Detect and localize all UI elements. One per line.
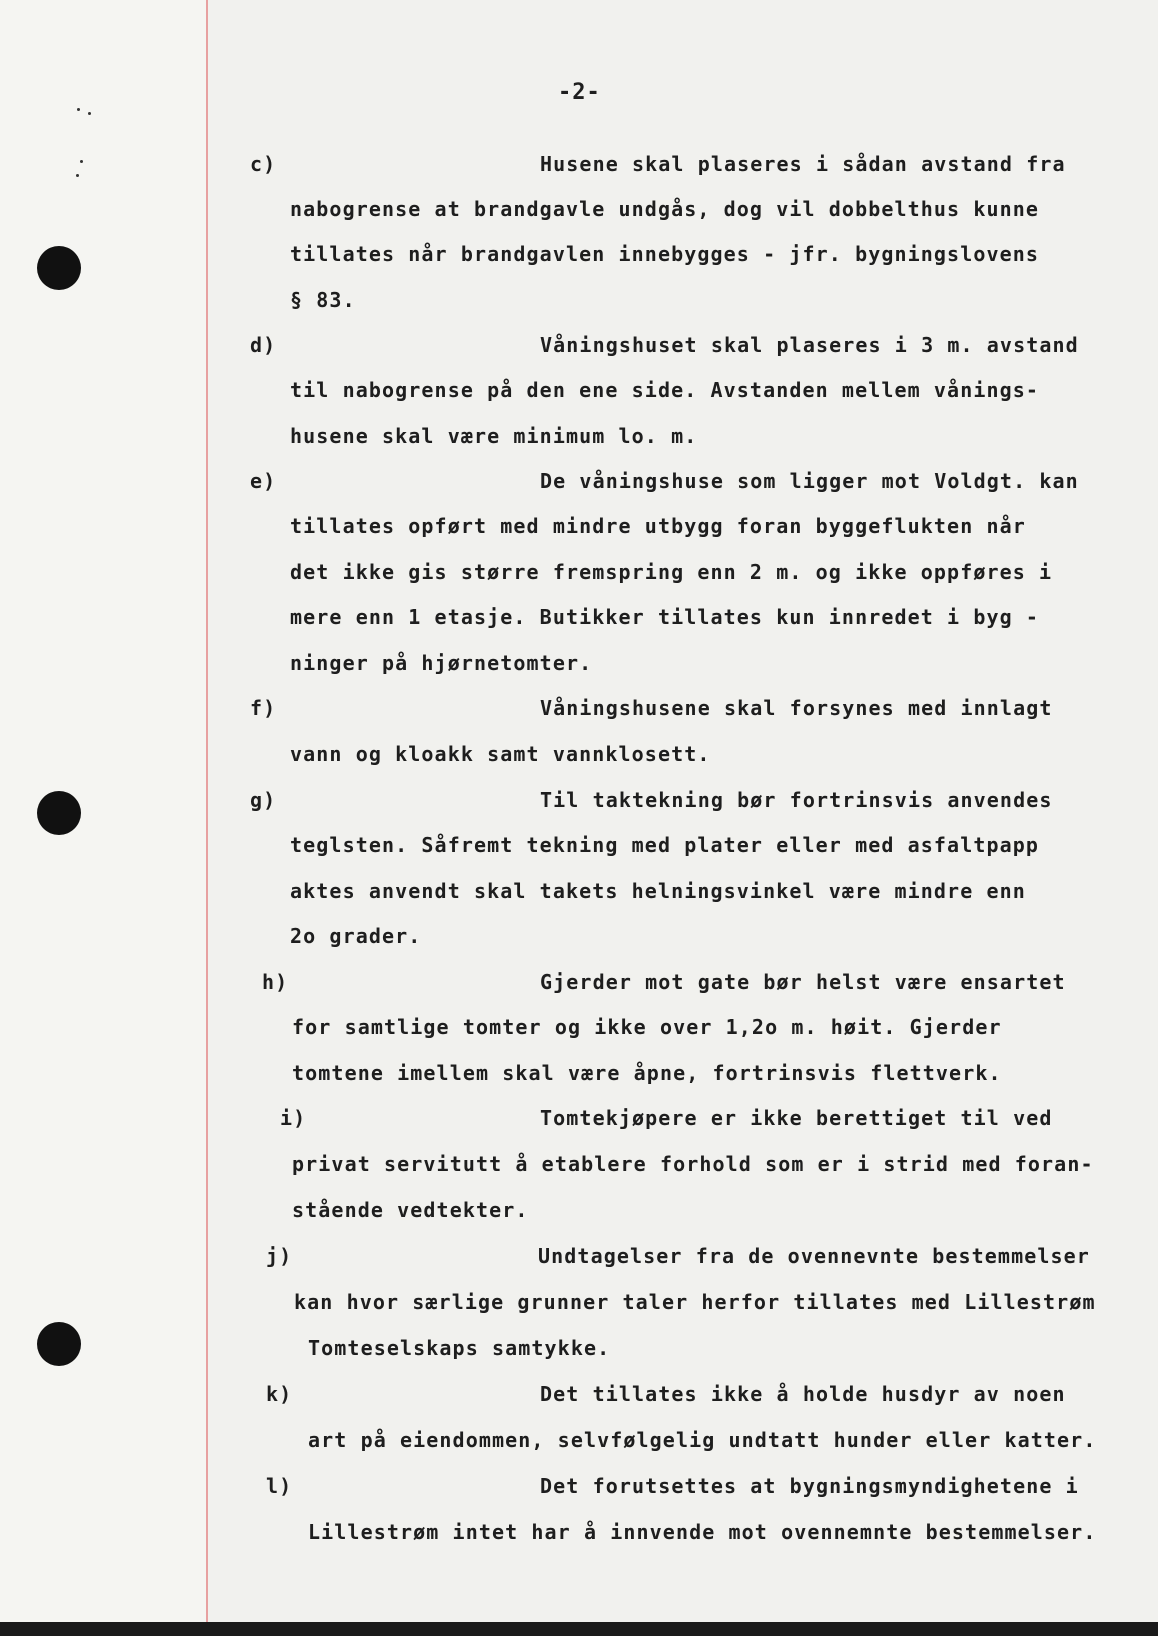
item-label: f) [250,696,277,720]
text-line: tillates opført med mindre utbygg foran byggeflukten når [290,514,1026,538]
text-line: tomtene imellem skal være åpne, fortrinsvis flettverk. [292,1061,1002,1085]
item-label: l) [266,1474,293,1498]
punch-hole [37,791,81,835]
text-line: Husene skal plaseres i sådan avstand fra [540,152,1066,176]
text-line: det ikke gis større fremspring enn 2 m. og ikke oppføres i [290,560,1053,584]
text-line: husene skal være minimum lo. m. [290,424,698,448]
text-line: vann og kloakk samt vannklosett. [290,742,711,766]
page-number: -2- [558,80,601,105]
item-label: g) [250,788,277,812]
text-line: Gjerder mot gate bør helst være ensartet [540,970,1066,994]
text-line: mere enn 1 etasje. Butikker tillates kun innredet i byg - [290,605,1040,629]
text-line: Undtagelser fra de ovennevnte bestemmelser [538,1244,1090,1268]
text-line: aktes anvendt skal takets helningsvinkel være mindre enn [290,879,1026,903]
item-label: d) [250,333,277,357]
text-line: stående vedtekter. [292,1198,529,1222]
text-line: § 83. [290,288,356,312]
scan-speck [80,160,83,163]
text-line: Til taktekning bør fortrinsvis anvendes [540,788,1053,812]
text-line: Tomtekjøpere er ikke berettiget til ved [540,1106,1053,1130]
item-label: e) [250,469,277,493]
text-line: kan hvor særlige grunner taler herfor tillates med Lillestrøm [294,1290,1096,1314]
punch-hole [37,1322,81,1366]
item-label: h) [262,970,289,994]
text-line: Våningshuset skal plaseres i 3 m. avstand [540,333,1079,357]
margin-rule [206,0,208,1622]
scan-speck [77,108,80,111]
text-line: ninger på hjørnetomter. [290,651,593,675]
text-line: tillates når brandgavlen innebygges - jfr. bygningslovens [290,242,1040,266]
text-line: privat servitutt å etablere forhold som er i strid med foran- [292,1152,1094,1176]
text-line: til nabogrense på den ene side. Avstanden mellem vånings- [290,378,1040,402]
page-margin [0,0,206,1636]
scan-speck [76,174,79,177]
text-line: Lillestrøm intet har å innvende mot ovennemnte bestemmelser. [308,1520,1097,1544]
item-label: i) [280,1106,307,1130]
item-label: c) [250,152,277,176]
scan-speck [88,112,91,115]
text-line: De våningshuse som ligger mot Voldgt. kan [540,469,1079,493]
text-line: Det tillates ikke å holde husdyr av noen [540,1382,1066,1406]
scan-edge [0,1622,1158,1636]
item-label: j) [266,1244,293,1268]
item-label: k) [266,1382,293,1406]
text-line: for samtlige tomter og ikke over 1,2o m. høit. Gjerder [292,1015,1002,1039]
text-line: teglsten. Såfremt tekning med plater eller med asfaltpapp [290,833,1040,857]
text-line: 2o grader. [290,924,422,948]
punch-hole [37,246,81,290]
text-line: Våningshusene skal forsynes med innlagt [540,696,1053,720]
text-line: nabogrense at brandgavle undgås, dog vil dobbelthus kunne [290,197,1040,221]
text-line: art på eiendommen, selvfølgelig undtatt hunder eller katter. [308,1428,1097,1452]
text-line: Tomteselskaps samtykke. [308,1336,611,1360]
text-line: Det forutsettes at bygningsmyndighetene i [540,1474,1079,1498]
